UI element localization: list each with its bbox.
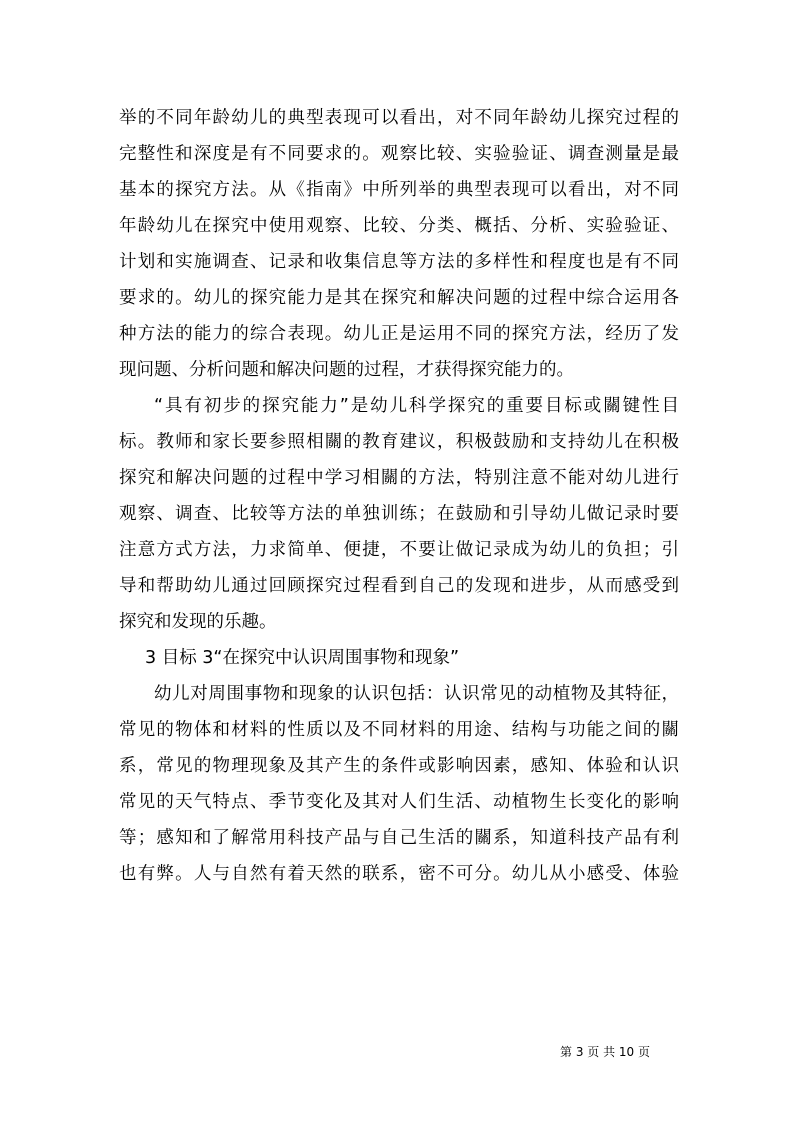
text-line: 基本的探究方法。从《指南》中所列举的典型表现可以看出，对不同 <box>119 180 679 200</box>
page-number: 第 3 页 共 10 页 <box>560 1045 650 1059</box>
text-line: 观察、调查、比较等方法的单独训练；在鼓励和引导幼儿做记录时要 <box>119 504 679 524</box>
text-line: 年龄幼儿在探究中使用观察、比较、分类、概括、分析、实验验证、 <box>119 216 679 236</box>
text-line: 种方法的能力的综合表现。幼儿正是运用不同的探究方法，经历了发 <box>119 324 679 344</box>
text-line: 也有弊。人与自然有着天然的联系，密不可分。幼儿从小感受、体验 <box>119 864 679 884</box>
section-heading: 3 目标 3“在探究中认识周围事物和现象” <box>145 648 460 668</box>
text-line: 举的不同年龄幼儿的典型表现可以看出，对不同年龄幼儿探究过程的 <box>119 108 679 128</box>
text-line: 标。教师和家长要参照相關的教育建议，积极鼓励和支持幼儿在积极 <box>119 432 679 452</box>
text-line: 幼儿对周围事物和现象的认识包括：认识常见的动植物及其特征， <box>154 684 679 704</box>
text-line: 要求的。幼儿的探究能力是其在探究和解决问题的过程中综合运用各 <box>119 288 679 308</box>
text-line: 注意方式方法，力求简单、便捷，不要让做记录成为幼儿的负担；引 <box>119 540 679 560</box>
text-line: 常见的天气特点、季节变化及其对人们生活、动植物生长变化的影响 <box>119 792 679 812</box>
text-line: 常见的物体和材料的性质以及不同材料的用途、结构与功能之间的關 <box>119 720 679 740</box>
text-line: 探究和解决问题的过程中学习相關的方法，特别注意不能对幼儿进行 <box>119 468 679 488</box>
text-line: 系，常见的物理现象及其产生的条件或影响因素，感知、体验和认识 <box>119 756 679 776</box>
text-line: 探究和发现的乐趣。 <box>119 612 277 632</box>
text-line: 现问题、分析问题和解决问题的过程，才获得探究能力的。 <box>119 360 574 380</box>
text-line: 导和帮助幼儿通过回顾探究过程看到自己的发现和进步，从而感受到 <box>119 576 679 596</box>
text-line: 完整性和深度是有不同要求的。观察比较、实验验证、调查测量是最 <box>119 144 679 164</box>
text-line: 计划和实施调查、记录和收集信息等方法的多样性和程度也是有不同 <box>119 252 679 272</box>
document-body <box>119 100 679 892</box>
text-line: “具有初步的探究能力”是幼儿科学探究的重要目标或關键性目 <box>154 396 679 416</box>
text-line: 等；感知和了解常用科技产品与自己生活的關系，知道科技产品有利 <box>119 828 679 848</box>
